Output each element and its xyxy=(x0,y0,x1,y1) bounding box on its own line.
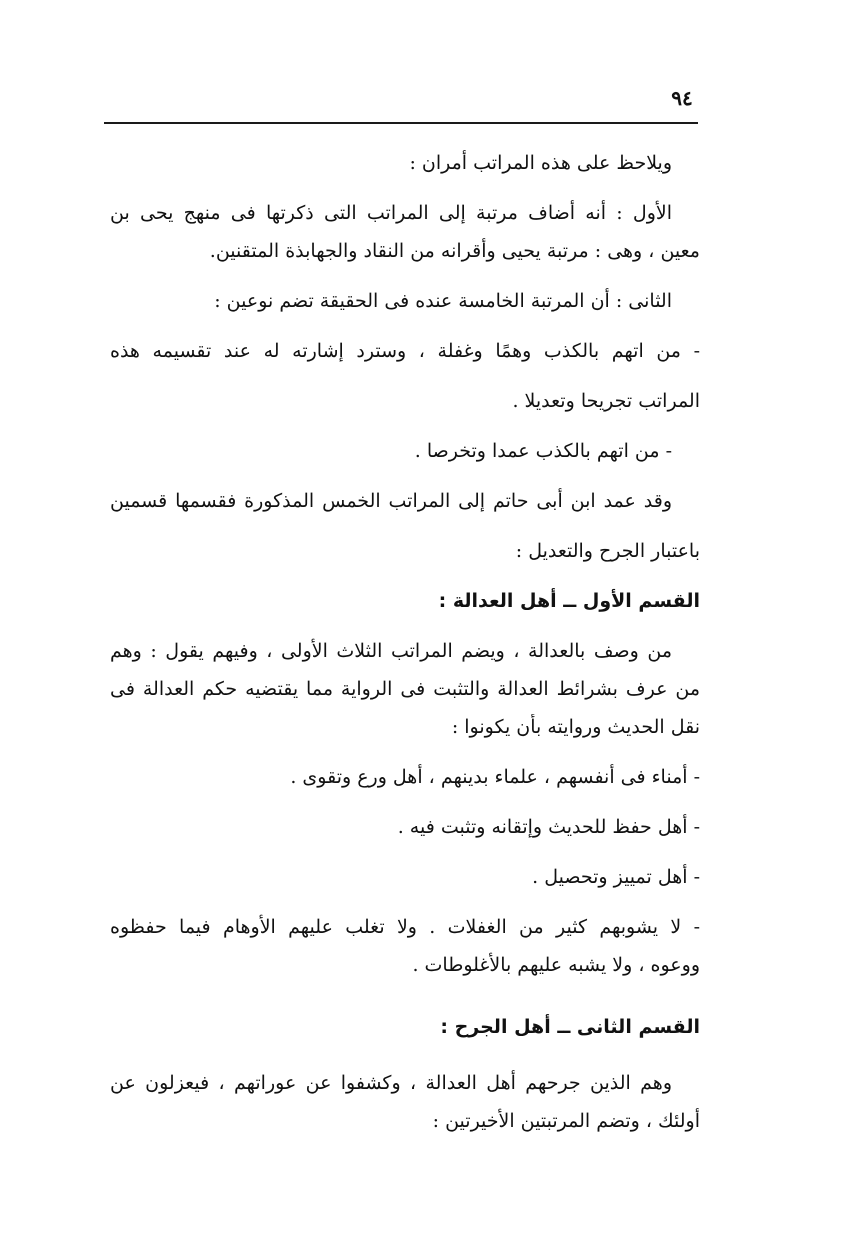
text-line: وقد عمد ابن أبى حاتم إلى المراتب الخمس المذكورة فقسمها قسمين xyxy=(110,490,672,512)
text-line: معين ، وهى : مرتبة يحيى وأقرانه من النقاد والجهابذة المتقنين. xyxy=(209,240,700,262)
text-line: المراتب تجريحا وتعديلا . xyxy=(512,390,700,412)
section-heading-2: القسم الثانى ــ أهل الجرح : xyxy=(440,1016,700,1038)
text-line: - من اتهم بالكذب عمدا وتخرصا . xyxy=(414,440,672,462)
text-line: وهم الذين جرحهم أهل العدالة ، وكشفوا عن عوراتهم ، فيعزلون عن xyxy=(110,1072,672,1094)
page-number: ٩٤ xyxy=(671,86,693,110)
text-line: من عرف بشرائط العدالة والتثبت فى الرواية مما يقتضيه حكم العدالة فى xyxy=(110,678,700,700)
text-line: - من اتهم بالكذب وهمًا وغفلة ، وسترد إشارته له عند تقسيمه هذه xyxy=(110,340,700,362)
text-line: من وصف بالعدالة ، ويضم المراتب الثلاث الأولى ، وفيهم يقول : وهم xyxy=(110,640,672,662)
text-line: أولئك ، وتضم المرتبتين الأخيرتين : xyxy=(432,1110,700,1132)
list-item: - أهل حفظ للحديث وإتقانه وتثبت فيه . xyxy=(397,816,700,838)
text-line: باعتبار الجرح والتعديل : xyxy=(515,540,700,562)
section-heading-1: القسم الأول ــ أهل العدالة : xyxy=(438,590,700,612)
text-line: الثانى : أن المرتبة الخامسة عنده فى الحقيقة تضم نوعين : xyxy=(214,290,672,312)
page-body xyxy=(110,150,700,1134)
list-item: - أهل تمييز وتحصيل . xyxy=(532,866,700,888)
text-line: ووعوه ، ولا يشبه عليهم بالأغلوطات . xyxy=(412,954,700,976)
list-item: - أمناء فى أنفسهم ، علماء بدينهم ، أهل ورع وتقوى . xyxy=(290,766,700,788)
list-item: - لا يشوبهم كثير من الغفلات . ولا تغلب عليهم الأوهام فيما حفظوه xyxy=(110,916,700,938)
header-rule xyxy=(104,122,698,124)
text-line: الأول : أنه أضاف مرتبة إلى المراتب التى ذكرتها فى منهج يحى بن xyxy=(110,202,672,224)
text-line: ويلاحظ على هذه المراتب أمران : xyxy=(409,152,672,174)
text-line: نقل الحديث وروايته بأن يكونوا : xyxy=(451,716,700,738)
